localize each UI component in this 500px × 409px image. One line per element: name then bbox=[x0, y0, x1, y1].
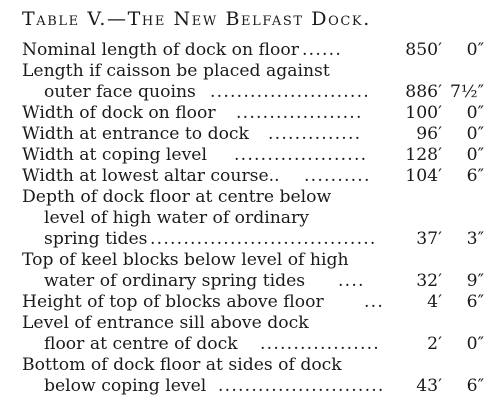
row-label: level of high water of ordinary bbox=[44, 208, 309, 228]
row-line bbox=[22, 103, 490, 124]
row-label: Length if caisson be placed against bbox=[22, 61, 330, 81]
row-line bbox=[22, 40, 490, 61]
row-line bbox=[22, 250, 490, 271]
table-title: Table V.—The New Belfast Dock. bbox=[22, 8, 371, 30]
row-line bbox=[22, 145, 490, 166]
inches-value: 0″ bbox=[466, 103, 484, 123]
row-label: floor at centre of dock bbox=[44, 334, 238, 354]
feet-value: 2′ bbox=[427, 334, 442, 354]
dot-leader: ......................... bbox=[218, 376, 385, 396]
row-line bbox=[22, 166, 490, 187]
row-line bbox=[22, 82, 490, 103]
row-label: Depth of dock floor at centre below bbox=[22, 187, 332, 207]
dot-leader: .................... bbox=[234, 145, 368, 165]
table-row bbox=[22, 292, 490, 313]
row-line bbox=[22, 124, 490, 145]
row-line bbox=[22, 61, 490, 82]
dot-leader: .................. bbox=[260, 334, 380, 354]
table-row bbox=[22, 61, 490, 103]
row-label: Width of dock on floor bbox=[22, 103, 216, 123]
table-row bbox=[22, 166, 490, 187]
row-line bbox=[22, 376, 490, 397]
row-label: outer face quoins bbox=[44, 82, 196, 102]
table-row bbox=[22, 40, 490, 61]
dot-leader: ................... bbox=[236, 103, 363, 123]
feet-value: 32′ bbox=[416, 271, 442, 291]
inches-value: 0″ bbox=[466, 124, 484, 144]
row-label: below coping level bbox=[44, 376, 207, 396]
feet-value: 100′ bbox=[405, 103, 442, 123]
inches-value: 6″ bbox=[466, 166, 484, 186]
dot-leader: .................................. bbox=[150, 229, 377, 249]
feet-value: 886′ bbox=[405, 82, 442, 102]
table-row bbox=[22, 103, 490, 124]
table-row bbox=[22, 355, 490, 397]
dot-leader: .... bbox=[338, 271, 365, 291]
row-label: Level of entrance sill above dock bbox=[22, 313, 309, 333]
feet-value: 43′ bbox=[416, 376, 442, 396]
feet-value: 128′ bbox=[405, 145, 442, 165]
row-label: spring tides bbox=[44, 229, 148, 249]
row-label: Top of keel blocks below level of high bbox=[22, 250, 349, 270]
inches-value: 0″ bbox=[466, 40, 484, 60]
row-label: Height of top of blocks above floor bbox=[22, 292, 324, 312]
row-line bbox=[22, 355, 490, 376]
feet-value: 37′ bbox=[416, 229, 442, 249]
table-row bbox=[22, 145, 490, 166]
row-label: water of ordinary spring tides bbox=[44, 271, 306, 291]
inches-value: 0″ bbox=[466, 334, 484, 354]
row-label: Width at entrance to dock bbox=[22, 124, 249, 144]
row-line bbox=[22, 229, 490, 250]
inches-value: 7½″ bbox=[449, 82, 484, 102]
table-row bbox=[22, 313, 490, 355]
row-line bbox=[22, 271, 490, 292]
row-label: Bottom of dock floor at sides of dock bbox=[22, 355, 342, 375]
table-row bbox=[22, 124, 490, 145]
inches-value: 3″ bbox=[466, 229, 484, 249]
row-line bbox=[22, 313, 490, 334]
feet-value: 4′ bbox=[427, 292, 442, 312]
dot-leader: .............. bbox=[268, 124, 362, 144]
inches-value: 0″ bbox=[466, 145, 484, 165]
dock-dimensions-table bbox=[22, 40, 490, 397]
inches-value: 6″ bbox=[466, 376, 484, 396]
row-label: Width at lowest altar course.. bbox=[22, 166, 280, 186]
row-line bbox=[22, 187, 490, 208]
row-label: Width at coping level bbox=[22, 145, 207, 165]
row-line bbox=[22, 334, 490, 355]
row-label: Nominal length of dock on floor bbox=[22, 40, 299, 60]
dot-leader: ... bbox=[364, 292, 384, 312]
dot-leader: ........................ bbox=[210, 82, 370, 102]
inches-value: 9″ bbox=[466, 271, 484, 291]
row-line bbox=[22, 292, 490, 313]
row-line bbox=[22, 208, 490, 229]
dot-leader: .......... bbox=[304, 166, 371, 186]
table-row bbox=[22, 250, 490, 292]
table-row bbox=[22, 187, 490, 250]
feet-value: 104′ bbox=[405, 166, 442, 186]
feet-value: 850′ bbox=[405, 40, 442, 60]
dot-leader: ...... bbox=[302, 40, 342, 60]
feet-value: 96′ bbox=[416, 124, 442, 144]
inches-value: 6″ bbox=[466, 292, 484, 312]
